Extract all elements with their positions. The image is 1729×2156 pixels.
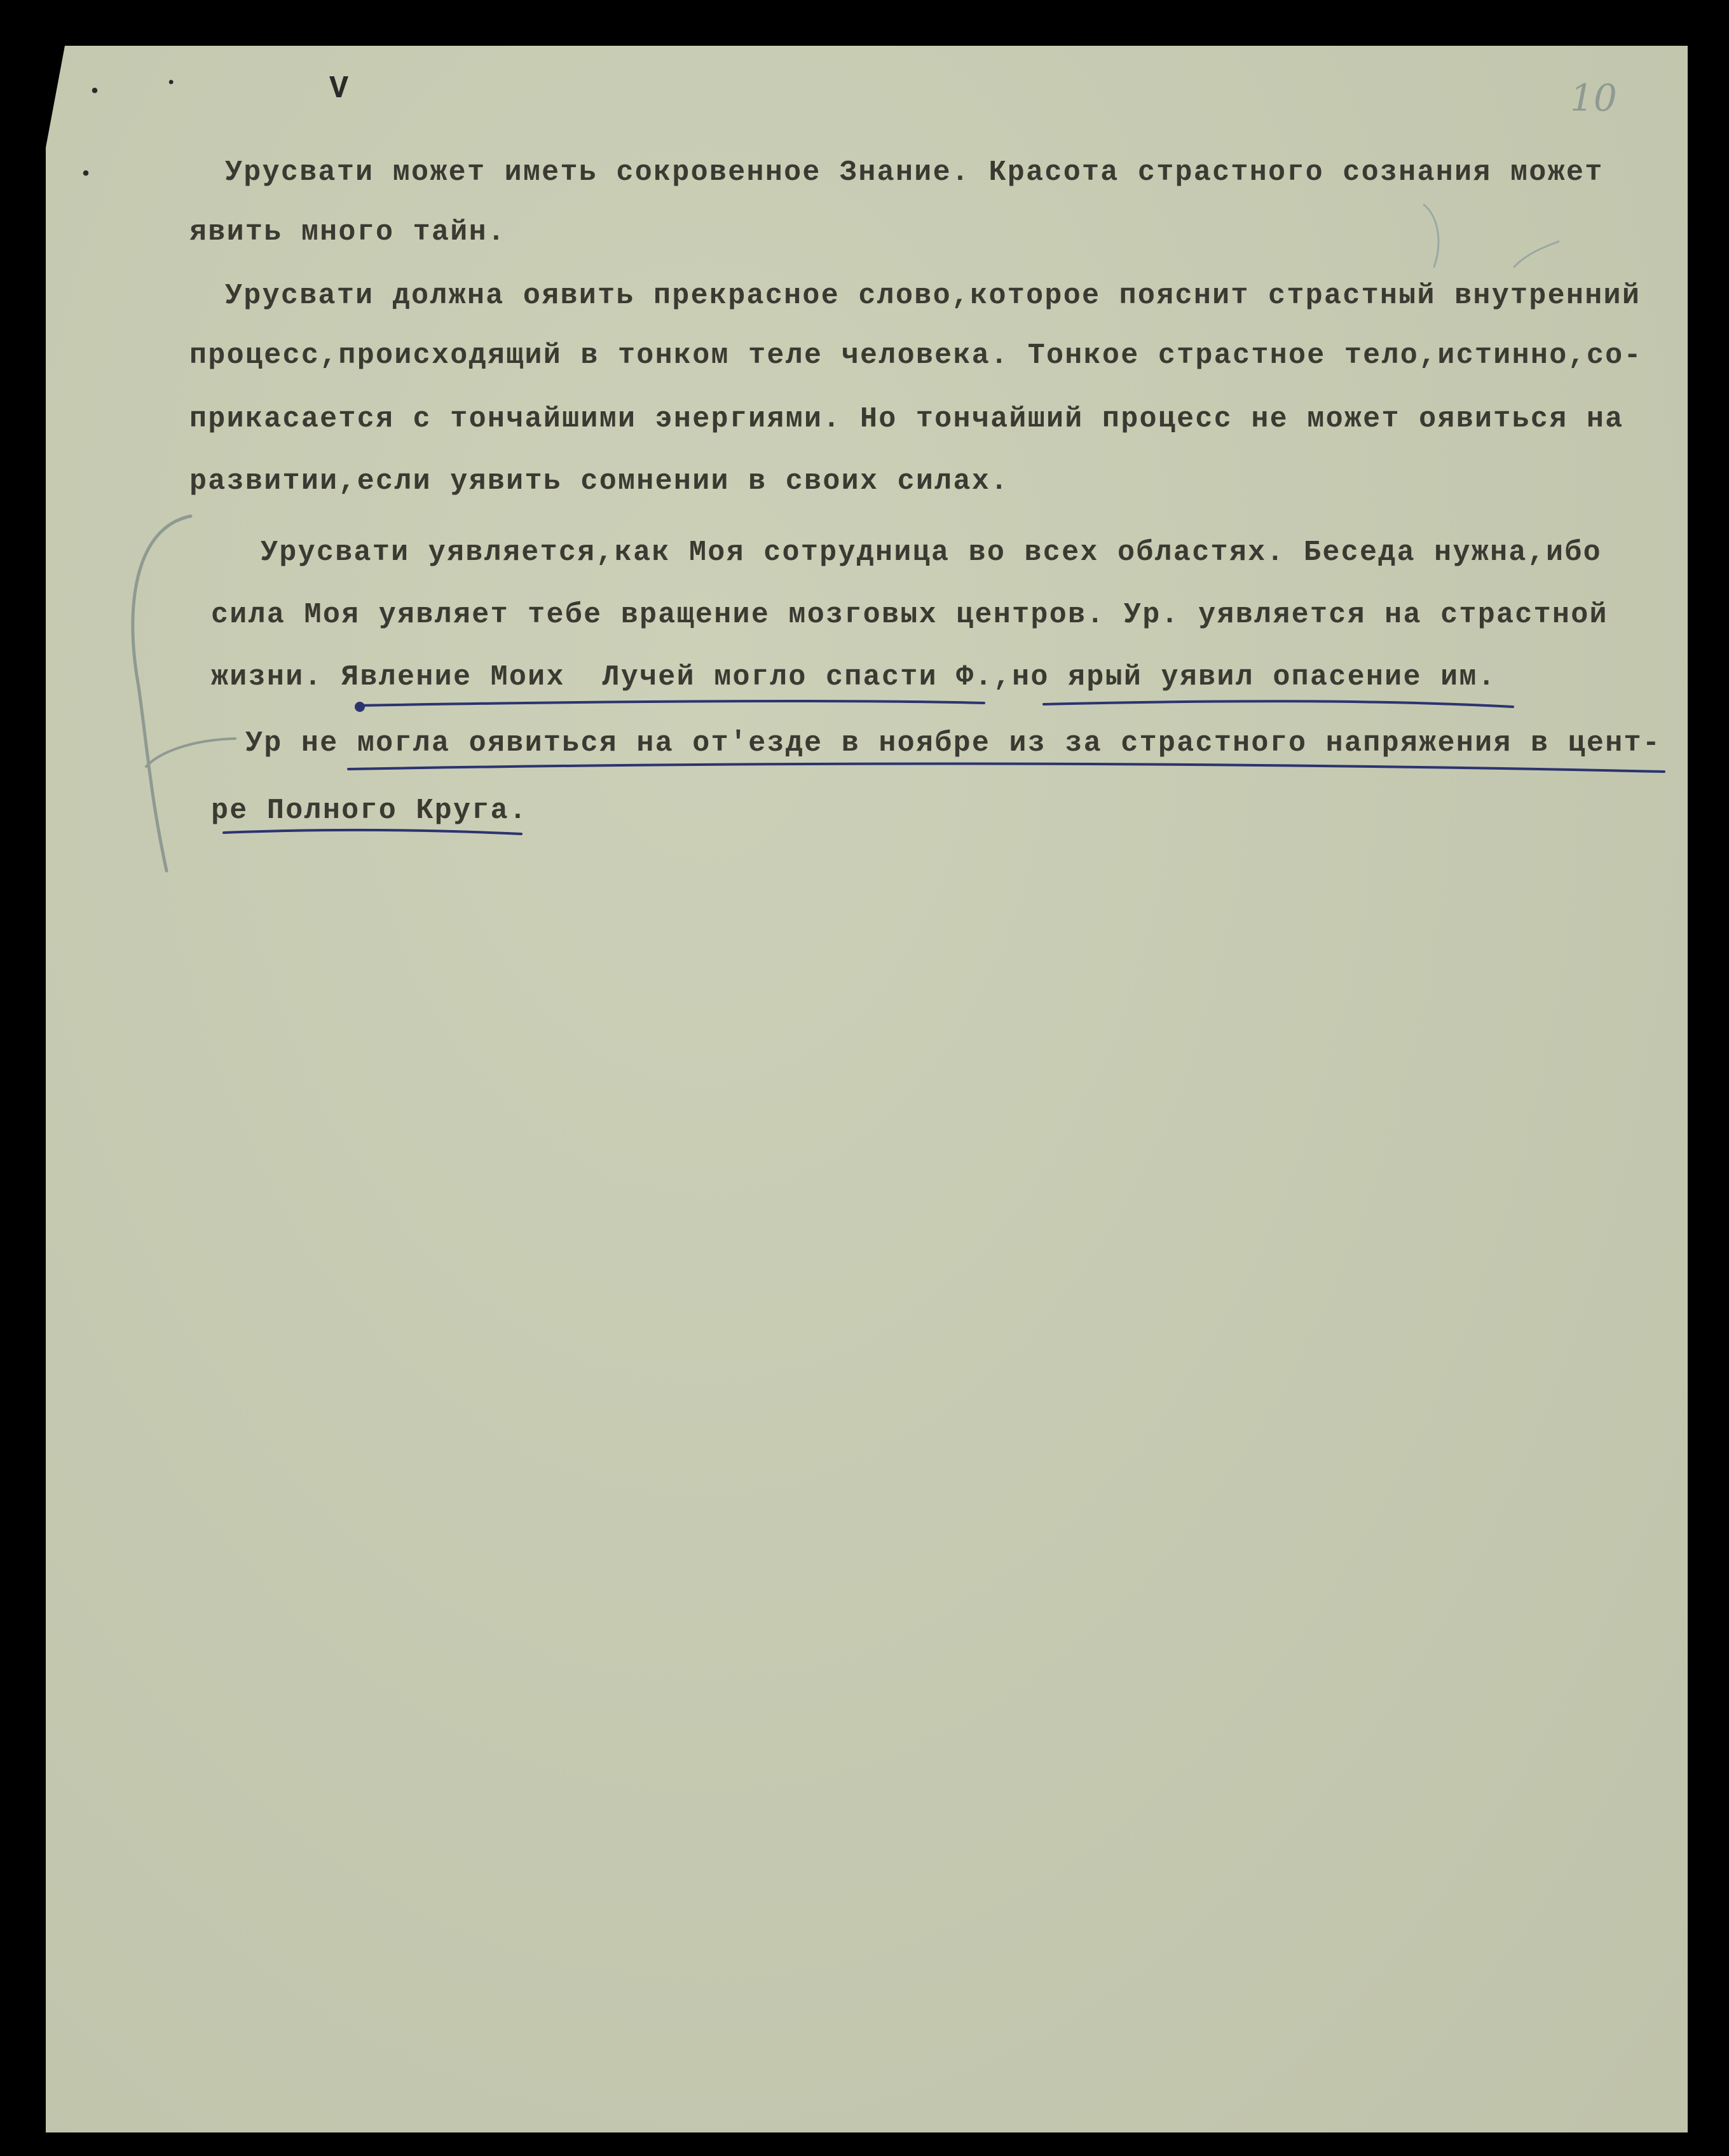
text-line: сила Моя уявляет тебе вращение мозговых центров. Ур. уявляется на страстной: [211, 599, 1608, 631]
text-line: ре Полного Круга.: [211, 795, 528, 827]
text-line: жизни. Явление Моих Лучей могло спасти Ф.,но ярый уявил опасение им.: [211, 661, 1497, 693]
text-line: Ур не могла оявиться на от'езде в ноябре из за страстного напряжения в цент-: [245, 727, 1662, 760]
text-line: Урусвати может иметь сокровенное Знание. Красота страстного сознания может: [225, 156, 1604, 189]
text-line: Урусвати уявляется,как Моя сотрудница во всех областях. Беседа нужна,ибо: [261, 536, 1602, 569]
text-line: прикасается с тончайшими энергиями. Но тончайший процесс не может оявиться на: [189, 403, 1624, 435]
punch-hole-mark: •: [89, 81, 101, 103]
text-line: развитии,если уявить сомнении в своих силах.: [189, 465, 1009, 498]
text-line: явить много тайн.: [189, 216, 507, 249]
punch-hole-mark: •: [80, 164, 92, 186]
corner-mark: V: [329, 71, 349, 107]
text-line: Урусвати должна оявить прекрасное слово,которое пояснит страстный внутренний: [225, 280, 1641, 312]
page-number: 10: [1570, 76, 1617, 119]
text-line: процесс,происходящий в тонком теле человека. Тонкое страстное тело,истинно,со-: [189, 339, 1643, 372]
punch-hole-mark: •: [167, 75, 176, 92]
